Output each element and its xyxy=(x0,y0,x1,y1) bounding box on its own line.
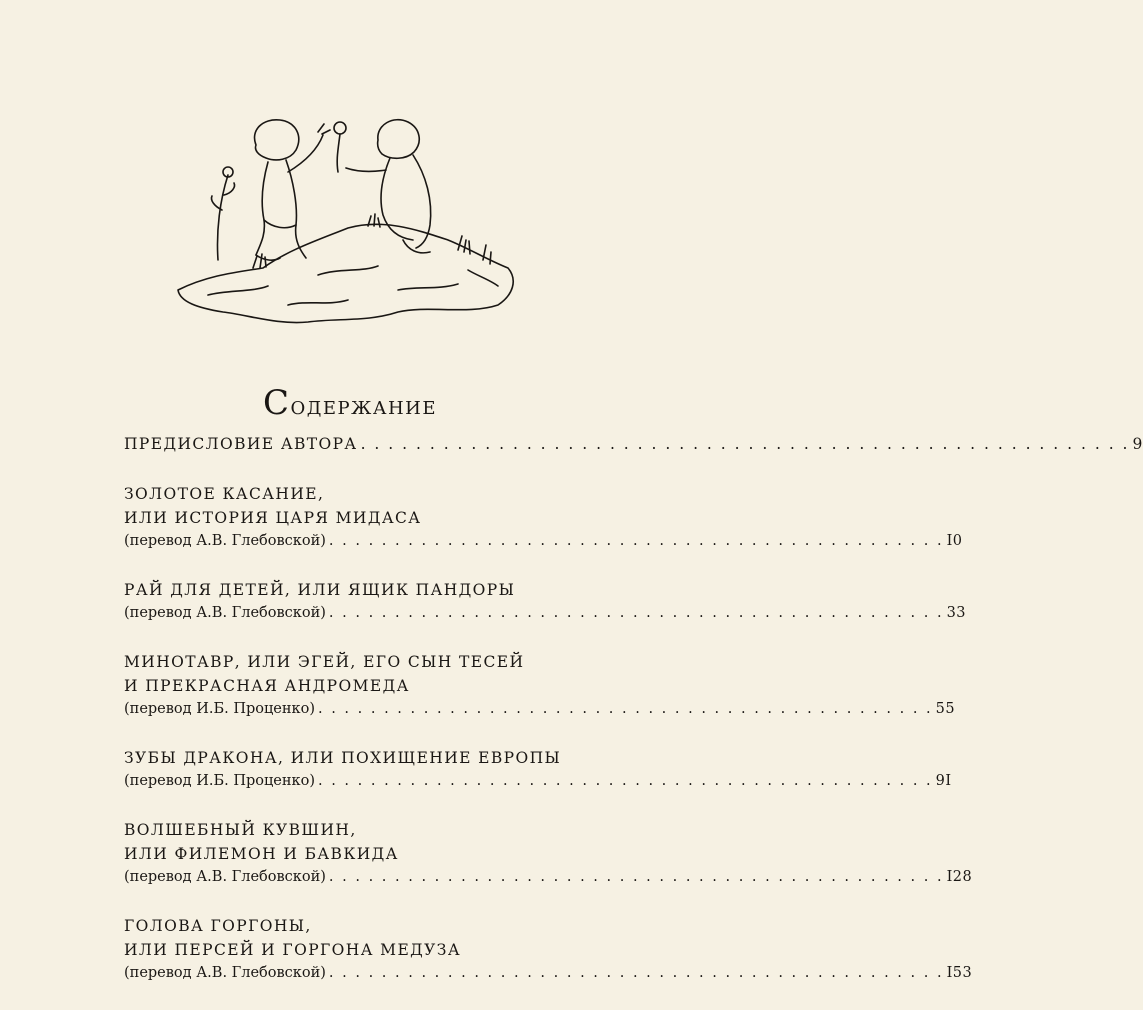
toc-title-line: ЗОЛОТОЕ КАСАНИЕ, xyxy=(124,485,325,503)
illustration-two-children-on-rock xyxy=(168,100,530,330)
toc-page-number: 9 xyxy=(1132,435,1143,453)
toc-leader-line xyxy=(124,698,956,720)
toc-leader-line xyxy=(124,432,1143,456)
toc-translator: (перевод А.В. Глебовской) xyxy=(124,533,326,549)
toc-title-line: ИЛИ ПЕРСЕЙ И ГОРГОНА МЕДУЗА xyxy=(124,941,461,959)
table-of-contents xyxy=(124,432,1143,1010)
toc-title-line: ИЛИ ФИЛЕМОН И БАВКИДА xyxy=(124,845,399,863)
toc-leader-line xyxy=(124,770,952,792)
toc-entry[interactable] xyxy=(124,578,967,624)
leader-dots: . . . . . . . . . . . . . . . . . . . . . . . . . . . . . . . . . . . . . . . . . . . . . . . . . . . . . . . . xyxy=(360,435,1130,453)
toc-page-number: I28 xyxy=(946,869,973,885)
leader-dots: . . . . . . . . . . . . . . . . . . . . . . . . . . . . . . . . . . . . . . . . . . . . . . . xyxy=(328,533,944,549)
toc-leader-line xyxy=(124,962,973,984)
toc-entry[interactable] xyxy=(124,650,956,720)
leader-dots: . . . . . . . . . . . . . . . . . . . . . . . . . . . . . . . . . . . . . . . . . . . . . . . xyxy=(318,773,933,789)
leader-dots: . . . . . . . . . . . . . . . . . . . . . . . . . . . . . . . . . . . . . . . . . . . . . . . xyxy=(318,701,933,717)
toc-entry[interactable] xyxy=(124,482,963,552)
toc-translator: (перевод А.В. Глебовской) xyxy=(124,869,326,885)
title-initial: С xyxy=(262,383,291,424)
toc-translator: (перевод А.В. Глебовской) xyxy=(124,605,326,621)
toc-page-number: 33 xyxy=(946,605,967,621)
line-drawing-icon xyxy=(168,100,530,330)
toc-title-line: ИЛИ ИСТОРИЯ ЦАРЯ МИДАСА xyxy=(124,509,422,527)
leader-dots: . . . . . . . . . . . . . . . . . . . . . . . . . . . . . . . . . . . . . . . . . . . . . . . xyxy=(328,965,944,981)
leader-dots: . . . . . . . . . . . . . . . . . . . . . . . . . . . . . . . . . . . . . . . . . . . . . . . xyxy=(328,605,944,621)
toc-entry[interactable] xyxy=(124,818,973,888)
toc-entry-title: ПРЕДИСЛОВИЕ АВТОРА xyxy=(124,435,358,453)
toc-translator: (перевод И.Б. Проценко) xyxy=(124,773,315,789)
toc-page-number: I53 xyxy=(946,965,973,981)
toc-title-line: МИНОТАВР, ИЛИ ЭГЕЙ, ЕГО СЫН ТЕСЕЙ xyxy=(124,653,525,671)
toc-entry[interactable] xyxy=(124,914,973,984)
leader-dots: . . . . . . . . . . . . . . . . . . . . . . . . . . . . . . . . . . . . . . . . . . . . . . . xyxy=(328,869,944,885)
page-title xyxy=(0,383,700,423)
toc-entry-preface[interactable] xyxy=(124,432,1143,456)
toc-title-line: ГОЛОВА ГОРГОНЫ, xyxy=(124,917,312,935)
toc-translator: (перевод А.В. Глебовской) xyxy=(124,965,326,981)
toc-translator: (перевод И.Б. Проценко) xyxy=(124,701,315,717)
toc-leader-line xyxy=(124,602,967,624)
toc-title-line: РАЙ ДЛЯ ДЕТЕЙ, ИЛИ ЯЩИК ПАНДОРЫ xyxy=(124,581,516,599)
toc-page-number: 55 xyxy=(935,701,956,717)
toc-leader-line xyxy=(124,866,973,888)
toc-title-line: И ПРЕКРАСНАЯ АНДРОМЕДА xyxy=(124,677,410,695)
title-rest: одержание xyxy=(290,391,438,422)
toc-leader-line xyxy=(124,530,963,552)
toc-entry[interactable] xyxy=(124,746,952,792)
toc-title-line: ВОЛШЕБНЫЙ КУВШИН, xyxy=(124,821,357,839)
toc-page-number: 9I xyxy=(935,773,952,789)
toc-page-number: I0 xyxy=(946,533,963,549)
toc-title-line: ЗУБЫ ДРАКОНА, ИЛИ ПОХИЩЕНИЕ ЕВРОПЫ xyxy=(124,749,562,767)
